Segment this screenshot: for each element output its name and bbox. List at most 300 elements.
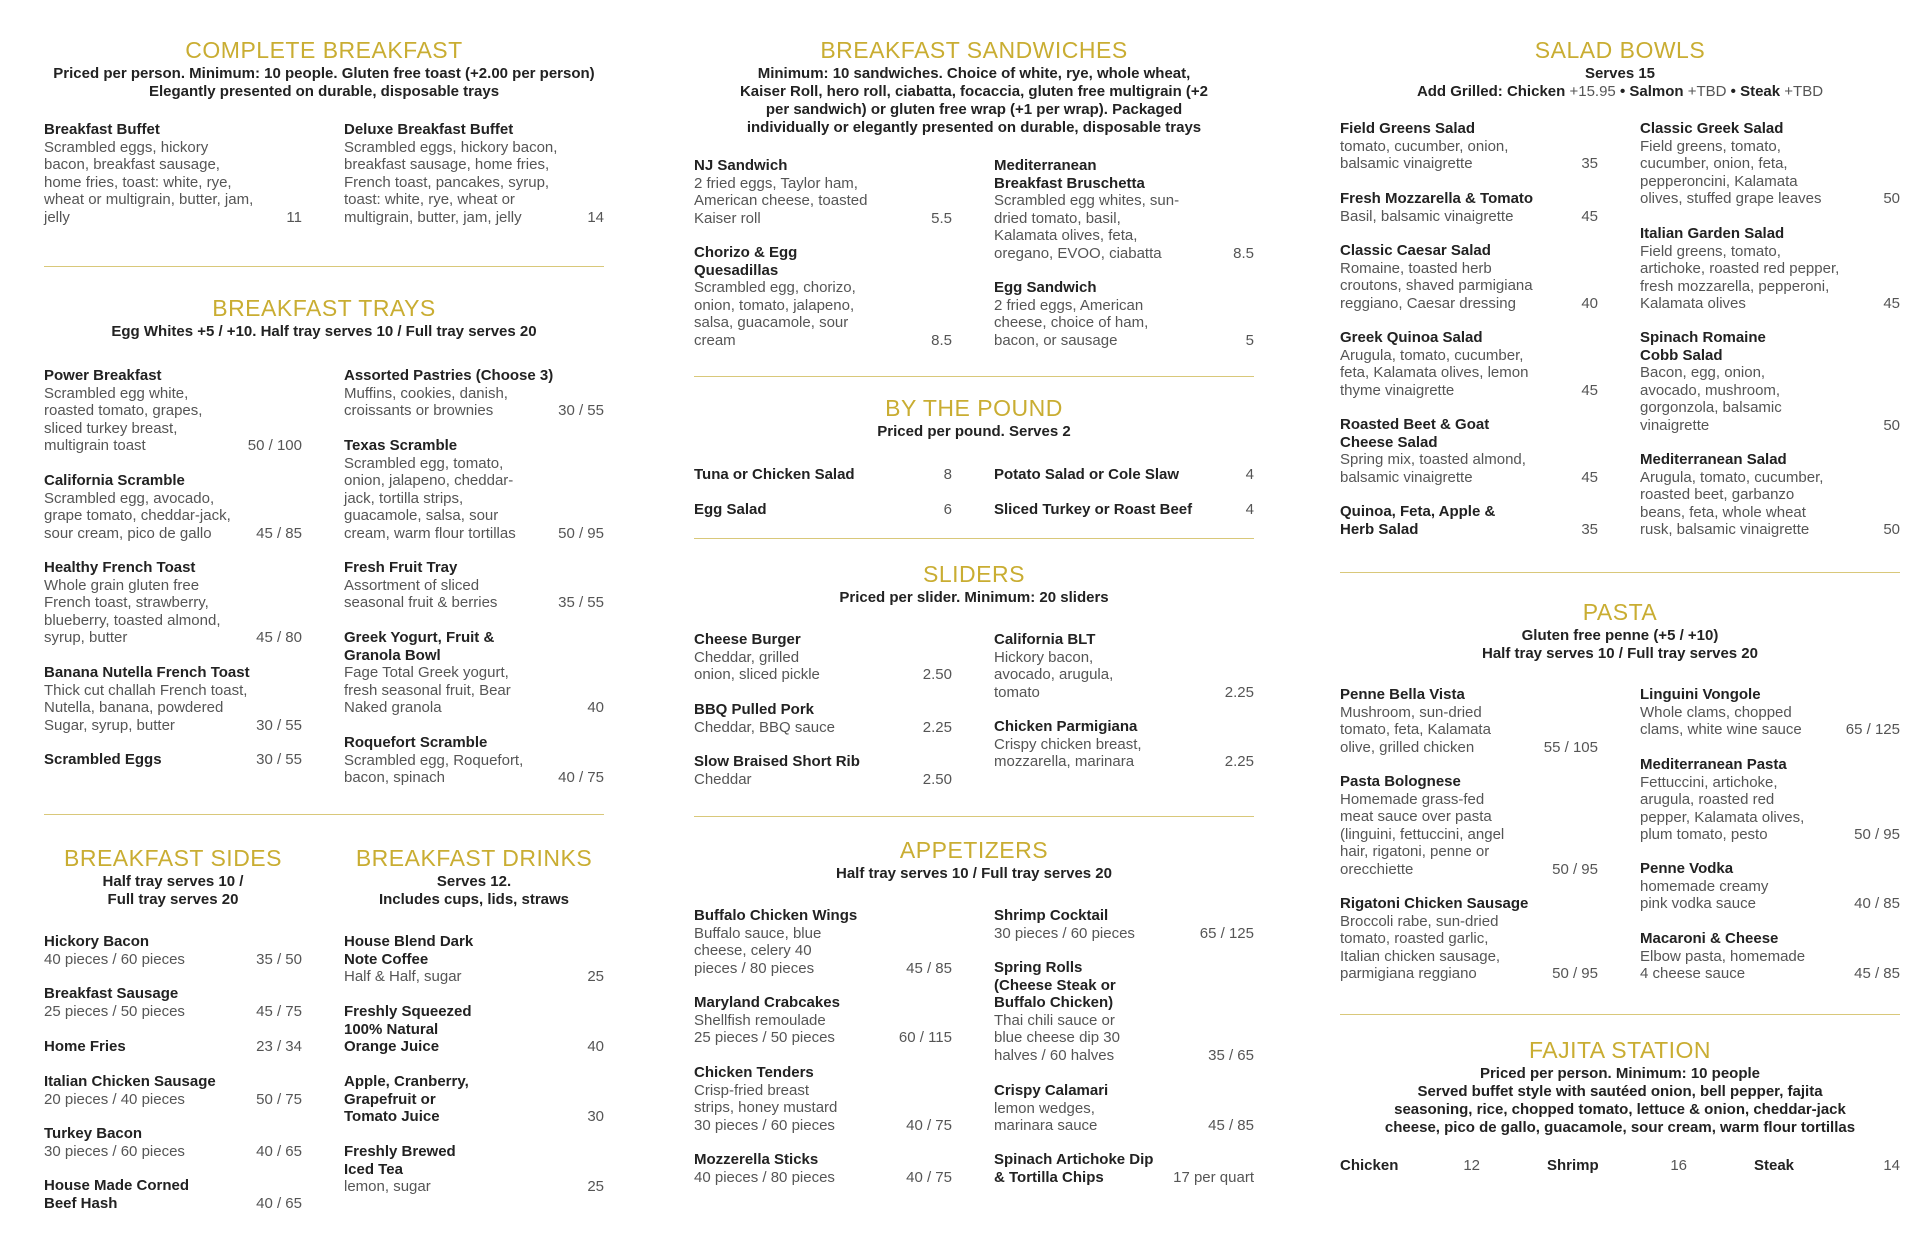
item-price: 50 / 95	[1854, 826, 1900, 843]
subtitle-line: Half tray serves 10 /	[102, 873, 244, 890]
item-name: Spinach Artichoke Dip & Tortilla Chips	[994, 1151, 1154, 1186]
section-subtitle	[1340, 65, 1900, 101]
menu-item	[44, 1177, 302, 1212]
item-price: 50 / 75	[256, 1090, 302, 1108]
menu-item	[44, 1125, 302, 1160]
item-desc: Mushroom, sun-dried tomato, feta, Kalamata olive, grilled chicken	[1340, 703, 1491, 756]
item-price: 45 / 75	[256, 1002, 302, 1020]
item-name: NJ Sandwich	[694, 157, 788, 174]
item-price: 65 / 125	[1845, 721, 1900, 738]
item-name: Cheese Burger	[694, 631, 801, 648]
item-list	[1340, 1157, 1900, 1181]
menu-item	[44, 985, 302, 1020]
item-name: California BLT	[994, 631, 1096, 648]
menu-item	[344, 734, 604, 787]
section-subtitle: Priced per slider. Minimum: 20 sliders	[839, 589, 1109, 606]
item-desc: 30 pieces / 60 pieces	[994, 924, 1135, 942]
item-name: Potato Salad or Cole Slaw	[994, 466, 1180, 483]
item-desc: Bacon, egg, onion, avocado, mushroom, gorgonzola, balsamic vinaigrette	[1640, 364, 1782, 434]
item-price: 8	[943, 466, 952, 483]
item-list	[44, 119, 604, 235]
subtitle-line: Serves 12.	[436, 873, 512, 890]
subtitle-line: Served buffet style with sautéed onion, bell pepper, fajita seasoning, rice, chopped tomato, lettuce & onion, cheddar-jack cheese, pico de gallo, guacamole, sour cream, warm flour tortillas	[1384, 1083, 1856, 1136]
item-name: Spinach Romaine Cobb Salad	[1640, 329, 1766, 364]
subtitle-line: Gluten free penne (+5 / +10)	[1521, 627, 1719, 644]
item-name: Egg Sandwich	[994, 279, 1097, 296]
menu-item	[994, 501, 1254, 519]
section-title: BY THE POUND	[885, 395, 1063, 421]
item-price: 40 / 65	[256, 1142, 302, 1160]
item-name: Spring Rolls (Cheese Steak or Buffalo Chicken)	[994, 959, 1116, 1011]
menu-item	[694, 466, 952, 484]
item-price: 5	[1245, 331, 1254, 349]
item-price: 30 / 55	[256, 751, 302, 768]
item-price: 45 / 85	[906, 959, 952, 977]
divider	[1340, 572, 1900, 573]
menu-item	[694, 1064, 952, 1134]
section-appetizers	[694, 836, 1254, 1201]
section-pasta	[1340, 598, 1900, 981]
menu-item	[44, 559, 302, 647]
item-price: 12	[1463, 1157, 1480, 1174]
item-desc: Arugula, tomato, cucumber, roasted beet, garbanzo beans, feta, whole wheat rusk, balsamic vinaigrette	[1640, 468, 1824, 538]
subtitle-line: Half tray serves 10 / Full tray serves 20	[1481, 645, 1758, 662]
item-price: 2.50	[922, 666, 952, 683]
item-desc: Scrambled egg whites, sun-dried tomato, basil, Kalamata olives, feta, oregano, EVOO, ciabatta	[994, 192, 1180, 262]
item-desc: Arugula, tomato, cucumber, feta, Kalamata olives, lemon thyme vinaigrette	[1340, 346, 1529, 399]
item-name: Fresh Fruit Tray	[344, 559, 458, 576]
item-list	[694, 625, 1254, 788]
item-price: 25	[587, 1178, 604, 1195]
item-name: Roquefort Scramble	[344, 734, 488, 751]
item-name: Mediterranean Pasta	[1640, 756, 1787, 773]
item-name: House Made Corned Beef Hash	[44, 1177, 190, 1212]
subtitle-line: Includes cups, lids, straws	[378, 891, 570, 908]
item-price: 45 / 85	[256, 524, 302, 542]
item-name: Field Greens Salad	[1340, 120, 1476, 137]
item-price: 40	[1581, 294, 1598, 312]
menu-item	[1640, 451, 1900, 539]
item-name: Italian Garden Salad	[1640, 225, 1785, 242]
menu-item	[994, 1151, 1254, 1186]
item-desc: lemon wedges, marinara sauce	[994, 1099, 1098, 1134]
subtitle-line: Serves 15	[1584, 65, 1656, 82]
menu-item	[694, 701, 952, 736]
section-title: SLIDERS	[923, 561, 1025, 587]
menu-item	[1640, 930, 1900, 983]
item-desc: Scrambled eggs, hickory bacon, breakfast sausage, home fries, toast: white, rye, wheat or multigrain, butter, jam, jelly	[44, 138, 254, 226]
item-name: Hickory Bacon	[44, 933, 150, 950]
item-desc: Crisp-fried breast strips, honey mustard 30 pieces / 60 pieces	[694, 1081, 838, 1134]
menu-item	[344, 367, 604, 420]
item-price: 35	[1581, 520, 1598, 538]
item-desc: 40 pieces / 60 pieces	[44, 950, 185, 968]
menu-item	[1340, 1157, 1480, 1174]
item-price: 2.25	[1224, 753, 1254, 770]
item-desc: Scrambled egg, avocado, grape tomato, cheddar-jack, sour cream, pico de gallo	[44, 489, 231, 542]
item-name: California Scramble	[44, 472, 185, 489]
menu-item	[994, 718, 1254, 771]
menu-item	[994, 279, 1254, 349]
item-desc: Field greens, tomato, cucumber, onion, feta, pepperoncini, Kalamata olives, stuffed grape leaves	[1640, 137, 1822, 207]
item-desc: Broccoli rabe, sun-dried tomato, roasted garlic, Italian chicken sausage, parmigiana reggiano	[1340, 912, 1501, 982]
section-subtitle: Minimum: 10 sandwiches. Choice of white, rye, whole wheat, Kaiser Roll, hero roll, ciabatta, focaccia, gluten free multigrain (+2 per sandwich) or gluten free wrap (+1 per wrap). Packaged individually or elegantly presented on durable, disposable trays	[739, 65, 1209, 136]
menu-item	[694, 753, 952, 788]
item-price: 50 / 95	[1552, 965, 1598, 982]
section-breakfast-sandwiches	[694, 36, 1254, 355]
item-price: 40 / 75	[558, 769, 604, 786]
item-price: 45	[1581, 381, 1598, 399]
item-name: Tuna or Chicken Salad	[694, 466, 855, 483]
section-subtitle: Egg Whites +5 / +10. Half tray serves 10 / Full tray serves 20	[111, 323, 537, 340]
item-name: House Blend Dark Note Coffee	[344, 933, 474, 968]
menu-item	[994, 157, 1254, 262]
item-name: Shrimp	[1547, 1157, 1599, 1174]
divider	[44, 266, 604, 267]
item-price: 50	[1883, 521, 1900, 538]
subtitle-part: • Steak	[1730, 83, 1781, 100]
section-subtitle	[44, 65, 604, 101]
item-desc: Whole clams, chopped clams, white wine sauce	[1640, 703, 1802, 738]
item-desc: Fage Total Greek yogurt, fresh seasonal fruit, Bear Naked granola	[344, 664, 511, 716]
item-name: Crispy Calamari	[994, 1082, 1109, 1099]
item-price: 55 / 105	[1543, 738, 1598, 756]
item-name: Roasted Beet & Goat Cheese Salad	[1340, 416, 1490, 451]
item-price: 45	[1581, 207, 1598, 225]
item-price: 30 / 55	[256, 716, 302, 734]
item-list	[44, 927, 302, 1227]
item-name: Banana Nutella French Toast	[44, 664, 250, 681]
item-price: 45	[1581, 468, 1598, 486]
item-name: Freshly Brewed Iced Tea	[344, 1143, 456, 1178]
menu-item	[344, 1073, 604, 1126]
divider	[694, 538, 1254, 539]
menu-item	[1340, 416, 1598, 486]
item-name: Classic Caesar Salad	[1340, 242, 1491, 259]
item-name: Freshly Squeezed 100% Natural Orange Juice	[344, 1003, 472, 1055]
item-price: 45 / 80	[256, 629, 302, 646]
item-price: 60 / 115	[898, 1029, 952, 1046]
item-price: 45 / 85	[1208, 1117, 1254, 1134]
section-by-the-pound	[694, 394, 1254, 539]
subtitle-part: +TBD	[1784, 83, 1824, 100]
item-desc: 2 fried eggs, American cheese, choice of ham, bacon, or sausage	[994, 296, 1149, 349]
item-desc: 25 pieces / 50 pieces	[44, 1002, 185, 1020]
menu-item	[1640, 329, 1900, 434]
subtitle-part: • Salmon	[1619, 83, 1684, 100]
menu-item	[344, 121, 604, 226]
item-price: 40 / 85	[1854, 895, 1900, 912]
section-subtitle: Half tray serves 10 / Full tray serves 20	[835, 865, 1112, 882]
item-price: 30 / 55	[558, 402, 604, 419]
menu-item	[344, 1003, 604, 1056]
item-desc: Crispy chicken breast, mozzarella, marinara	[994, 735, 1142, 770]
item-name: Shrimp Cocktail	[994, 907, 1109, 924]
section-title: APPETIZERS	[899, 837, 1049, 863]
item-price: 2.25	[1224, 683, 1254, 701]
menu-item	[694, 631, 952, 684]
item-desc: Scrambled eggs, hickory bacon, breakfast sausage, home fries, French toast, pancakes, syrup, toast: white, rye, wheat or multigrain, butter, jam, jelly	[344, 138, 558, 226]
item-price: 45	[1883, 295, 1900, 312]
item-name: Texas Scramble	[344, 437, 458, 454]
menu-item	[344, 933, 604, 986]
menu-item	[344, 559, 604, 612]
item-list	[1340, 119, 1900, 549]
item-price: 11	[286, 208, 302, 226]
menu-item	[994, 466, 1254, 484]
item-desc: 20 pieces / 40 pieces	[44, 1090, 185, 1108]
menu-item	[44, 664, 302, 734]
item-name: Penne Vodka	[1640, 860, 1734, 877]
menu-item	[1340, 895, 1598, 983]
menu-item	[694, 1151, 952, 1186]
item-name: Steak	[1754, 1157, 1795, 1174]
item-desc: Romaine, toasted herb croutons, shaved parmigiana reggiano, Caesar dressing	[1340, 259, 1533, 312]
item-desc: tomato, cucumber, onion, balsamic vinaigrette	[1340, 137, 1509, 172]
item-desc: Cheddar, BBQ sauce	[694, 718, 835, 736]
item-name: Fresh Mozzarella & Tomato	[1340, 190, 1534, 207]
item-list	[344, 927, 604, 1227]
item-name: Mediterranean Breakfast Bruschetta	[994, 157, 1145, 192]
item-price: 5.5	[931, 209, 952, 227]
item-price: 40 / 75	[906, 1116, 952, 1134]
item-name: Buffalo Chicken Wings	[694, 907, 858, 924]
item-name: Deluxe Breakfast Buffet	[344, 121, 514, 138]
item-price: 50 / 95	[1552, 860, 1598, 878]
item-price: 30	[587, 1108, 604, 1125]
section-subtitle	[1340, 627, 1900, 663]
item-price: 45 / 85	[1854, 965, 1900, 982]
menu-item	[44, 1038, 302, 1056]
item-desc: Thick cut challah French toast, Nutella, banana, powdered Sugar, syrup, butter	[44, 681, 248, 734]
item-price: 23 / 34	[256, 1038, 302, 1055]
item-name: Chorizo & Egg Quesadillas	[694, 244, 798, 279]
item-price: 50 / 100	[247, 437, 302, 454]
item-price: 35 / 65	[1208, 1046, 1254, 1064]
item-name: Chicken Tenders	[694, 1064, 814, 1081]
menu-item	[994, 631, 1254, 701]
divider	[694, 376, 1254, 377]
item-name: Quinoa, Feta, Apple & Herb Salad	[1340, 503, 1496, 538]
section-subtitle	[1340, 1065, 1900, 1137]
item-name: Breakfast Buffet	[44, 121, 160, 138]
item-desc: Cheddar, grilled onion, sliced pickle	[694, 648, 820, 683]
item-name: Chicken Parmigiana	[994, 718, 1138, 735]
item-desc: Hickory bacon, avocado, arugula, tomato	[994, 648, 1114, 701]
section-breakfast-trays	[44, 294, 604, 789]
divider	[694, 816, 1254, 817]
menu-item	[344, 437, 604, 542]
menu-item	[694, 994, 952, 1047]
item-price: 35 / 55	[558, 594, 604, 611]
item-desc: Assortment of sliced seasonal fruit & berries	[344, 576, 498, 611]
item-list	[694, 155, 1254, 355]
menu-item	[994, 907, 1254, 942]
item-desc: lemon, sugar	[344, 1178, 431, 1195]
subtitle-line: Full tray serves 20	[107, 891, 239, 908]
item-desc: Basil, balsamic vinaigrette	[1340, 207, 1514, 225]
item-price: 2.50	[922, 770, 952, 788]
section-title: BREAKFAST DRINKS	[355, 845, 593, 871]
section-subtitle	[44, 873, 302, 909]
item-name: Turkey Bacon	[44, 1125, 143, 1142]
menu-item	[344, 1143, 604, 1196]
item-price: 50 / 95	[558, 524, 604, 542]
menu-item	[1640, 860, 1900, 913]
item-desc: Scrambled egg, tomato, onion, jalapeno, cheddar-jack, tortilla strips, guacamole, salsa, sour cream, warm flour tortillas	[344, 454, 516, 542]
item-desc: Scrambled egg white, roasted tomato, grapes, sliced turkey breast, multigrain toast	[44, 384, 203, 454]
item-price: 40	[587, 1038, 604, 1055]
item-desc: 40 pieces / 80 pieces	[694, 1168, 835, 1186]
section-title: BREAKFAST SANDWICHES	[820, 37, 1128, 63]
item-name: Penne Bella Vista	[1340, 686, 1465, 703]
menu-item	[344, 629, 604, 717]
menu-item	[1640, 120, 1900, 208]
item-desc: Field greens, tomato, artichoke, roasted red pepper, fresh mozzarella, pepperoni, Kalamata olives	[1640, 242, 1840, 312]
menu-item	[1547, 1157, 1687, 1174]
section-title: COMPLETE BREAKFAST	[185, 37, 463, 63]
item-name: Assorted Pastries (Choose 3)	[344, 367, 554, 384]
item-price: 50	[1883, 190, 1900, 207]
menu-item	[994, 959, 1254, 1064]
subtitle-line: Priced per person. Minimum: 10 people	[1479, 1065, 1761, 1082]
section-salad-bowls	[1340, 36, 1900, 549]
item-list	[694, 901, 1254, 1201]
item-name: Mediterranean Salad	[1640, 451, 1787, 468]
item-name: Breakfast Sausage	[44, 985, 179, 1002]
menu-item	[1340, 190, 1598, 225]
section-title: BREAKFAST TRAYS	[212, 295, 436, 321]
section-breakfast-drinks	[344, 844, 604, 1227]
item-price: 6	[943, 501, 952, 518]
menu-item	[694, 501, 952, 519]
item-price: 14	[1883, 1157, 1900, 1174]
menu-item	[694, 244, 952, 349]
subtitle-line	[1340, 83, 1900, 101]
item-price: 16	[1670, 1157, 1687, 1174]
item-name: Classic Greek Salad	[1640, 120, 1784, 137]
item-price: 40	[587, 699, 604, 716]
item-desc: homemade creamy pink vodka sauce	[1640, 877, 1769, 912]
subtitle-line: Elegantly presented on durable, disposable trays	[148, 83, 500, 100]
item-desc: Muffins, cookies, danish, croissants or brownies	[344, 384, 508, 419]
item-name: Macaroni & Cheese	[1640, 930, 1779, 947]
item-name: Slow Braised Short Rib	[694, 753, 860, 770]
item-price: 2.25	[922, 718, 952, 736]
item-list	[694, 459, 1254, 539]
item-name: Healthy French Toast	[44, 559, 196, 576]
item-desc: Whole grain gluten free French toast, strawberry, blueberry, toasted almond, syrup, butter	[44, 576, 221, 646]
item-desc: Cheddar	[694, 770, 752, 788]
item-price: 8.5	[931, 331, 952, 349]
item-name: Mozzerella Sticks	[694, 1151, 819, 1168]
item-desc: Elbow pasta, homemade 4 cheese sauce	[1640, 947, 1806, 982]
item-name: Chicken	[1340, 1157, 1399, 1174]
menu-item	[44, 472, 302, 542]
menu-item	[1340, 242, 1598, 312]
divider	[44, 814, 604, 815]
item-price: 40 / 75	[906, 1168, 952, 1186]
item-desc: Homemade grass-fed meat sauce over pasta (linguini, fettuccini, angel hair, rigatoni, penne or orecchiette	[1340, 790, 1505, 878]
subtitle-part: +15.95	[1569, 83, 1616, 100]
menu-item	[1640, 686, 1900, 739]
item-price: 17 per quart	[1173, 1168, 1254, 1186]
subtitle-part: Add Grilled: Chicken	[1416, 83, 1566, 100]
menu-item	[1340, 329, 1598, 399]
menu-item	[1340, 120, 1598, 173]
item-price: 25	[587, 968, 604, 985]
section-title: SALAD BOWLS	[1534, 37, 1706, 63]
item-price: 65 / 125	[1199, 924, 1254, 942]
subtitle-part: +TBD	[1687, 83, 1727, 100]
menu-item	[1640, 225, 1900, 313]
item-name: Home Fries	[44, 1038, 126, 1055]
item-list	[44, 359, 604, 789]
section-sliders	[694, 560, 1254, 788]
section-fajita-station	[1340, 1036, 1900, 1181]
item-desc: Half & Half, sugar	[344, 968, 462, 985]
item-price: 40 / 65	[256, 1194, 302, 1212]
menu-item	[44, 933, 302, 968]
item-name: Italian Chicken Sausage	[44, 1073, 216, 1090]
section-title: FAJITA STATION	[1528, 1037, 1712, 1063]
item-name: Scrambled Eggs	[44, 751, 162, 768]
item-price: 4	[1245, 466, 1254, 483]
divider	[1340, 1014, 1900, 1015]
section-title: BREAKFAST SIDES	[64, 845, 282, 871]
menu-item	[44, 367, 302, 455]
item-name: Maryland Crabcakes	[694, 994, 840, 1011]
item-name: Sliced Turkey or Roast Beef	[994, 501, 1193, 518]
section-title: PASTA	[1582, 599, 1658, 625]
item-desc: Thai chili sauce or blue cheese dip 30 halves / 60 halves	[994, 1011, 1120, 1064]
section-subtitle: Priced per pound. Serves 2	[877, 423, 1071, 440]
item-price: 50	[1883, 416, 1900, 434]
item-desc: Buffalo sauce, blue cheese, celery 40 pieces / 80 pieces	[694, 924, 822, 977]
item-name: Greek Quinoa Salad	[1340, 329, 1483, 346]
menu-item	[1340, 773, 1598, 878]
item-desc: Fettuccini, artichoke, arugula, roasted red pepper, Kalamata olives, plum tomato, pesto	[1640, 773, 1805, 843]
subtitle-line: Priced per person. Minimum: 10 people. Gluten free toast (+2.00 per person)	[53, 65, 595, 82]
item-name: Egg Salad	[694, 501, 767, 518]
item-desc: Shellfish remoulade 25 pieces / 50 pieces	[694, 1011, 835, 1046]
item-price: 8.5	[1233, 244, 1254, 262]
menu-item	[44, 1073, 302, 1108]
item-desc: 30 pieces / 60 pieces	[44, 1142, 185, 1160]
item-price: 14	[587, 208, 604, 226]
item-name: Power Breakfast	[44, 367, 162, 384]
item-name: Linguini Vongole	[1640, 686, 1761, 703]
menu-item	[694, 157, 952, 227]
item-name: Pasta Bolognese	[1340, 773, 1461, 790]
menu-item	[1640, 756, 1900, 844]
item-desc: Scrambled egg, chorizo, onion, tomato, jalapeno, salsa, guacamole, sour cream	[694, 279, 856, 349]
item-desc: Spring mix, toasted almond, balsamic vinaigrette	[1340, 451, 1526, 486]
item-price: 35 / 50	[256, 950, 302, 968]
item-name: BBQ Pulled Pork	[694, 701, 815, 718]
item-desc: 2 fried eggs, Taylor ham, American cheese, toasted Kaiser roll	[694, 174, 868, 227]
section-complete-breakfast	[44, 36, 604, 235]
item-list	[1340, 681, 1900, 981]
menu-item	[694, 907, 952, 977]
item-name: Greek Yogurt, Fruit & Granola Bowl	[344, 629, 495, 664]
section-breakfast-sides	[44, 844, 302, 1227]
item-name: Rigatoni Chicken Sausage	[1340, 895, 1529, 912]
menu-item	[1754, 1157, 1900, 1174]
item-name: Apple, Cranberry, Grapefruit or Tomato Juice	[344, 1073, 469, 1125]
menu-item	[1340, 686, 1598, 756]
menu-item	[44, 751, 302, 769]
